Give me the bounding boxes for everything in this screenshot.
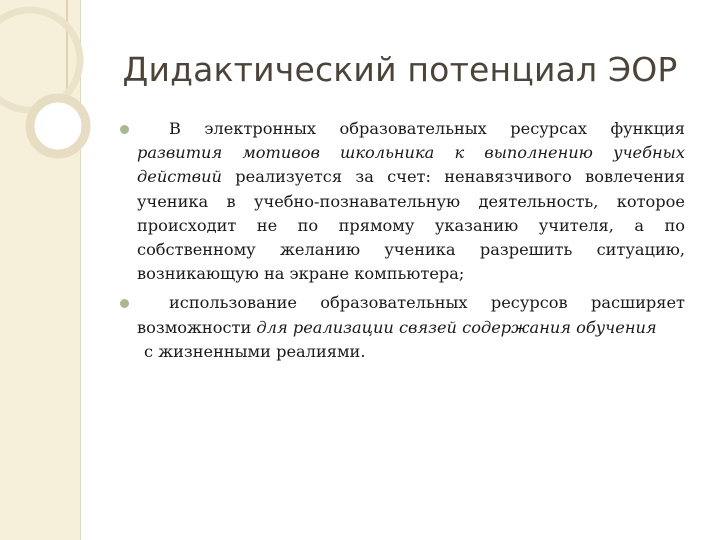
- bullet-item-1: [137, 117, 685, 286]
- bullet1-text-c: реализуется за счет: ненавязчивого вовлечения ученика в учебно-познавательную деятельность, которое происходит не по прямому указанию учителя, а по собственному желанию ученика разрешить ситуацию, возникающую на экране компьютера;: [137, 167, 685, 284]
- bullet2-text-c: с жизненными реалиями: [144, 341, 361, 361]
- ring-small-icon: [30, 98, 86, 154]
- bullet2-text-italic: для реализации связей содержания обучения: [256, 317, 657, 337]
- thin-line: [66, 0, 68, 90]
- bullet2-text-a: использование образовательных ресурсов расширяет возможности: [137, 293, 685, 337]
- bullet-dot-icon: [120, 125, 129, 134]
- slide-content: [137, 117, 685, 364]
- slide-title: Дидактический потенциал ЭОР: [122, 50, 678, 89]
- bullet-item-2: [137, 291, 685, 364]
- bullet2-text-d: .: [360, 341, 366, 361]
- bullet1-text-italic: развития мотивов школьника к выполнению учебных действий: [137, 143, 685, 187]
- bullet1-text-a: В электронных образовательных ресурсах функция: [169, 119, 685, 138]
